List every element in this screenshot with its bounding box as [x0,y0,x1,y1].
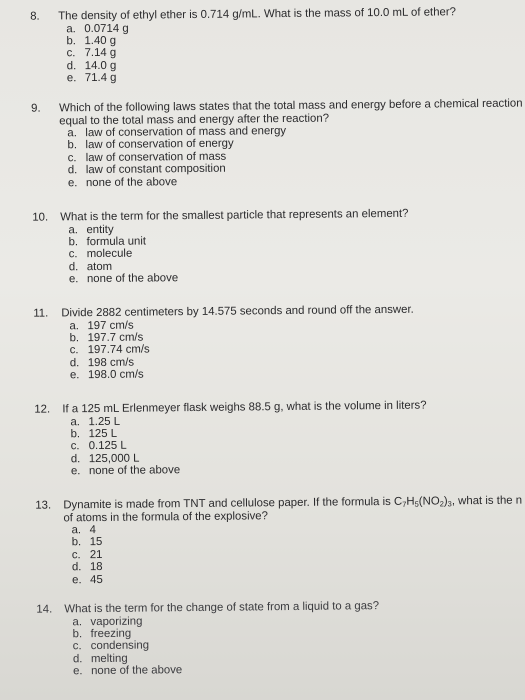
option-letter: e. [72,573,82,586]
option-letter: a. [67,127,77,140]
option-letter: a. [66,22,76,35]
option-text: none of the above [86,272,179,286]
formula-group: (NO [418,495,440,508]
option-text: 0.0714 g [84,22,129,35]
question-number: 14. [36,603,53,616]
option-letter: e. [70,465,81,478]
option-text: 125 L [88,427,118,440]
option-text: 14.0 g [84,59,117,72]
option-list [34,412,427,478]
option-letter: b. [70,428,81,441]
option-text: 197.74 cm/s [87,343,150,357]
option-list [35,520,522,587]
option-text: none of the above [85,175,178,189]
option-e [73,662,380,678]
option-letter: e. [67,176,78,189]
question-text: What is the term for the change of state from a liquid to a gas? [64,600,380,616]
option-text: 18 [89,561,103,574]
option-text: freezing [90,627,132,640]
option-list [32,220,409,286]
option-letter: b. [72,628,83,641]
option-list [30,19,456,85]
formula-subscript: 2 [439,499,444,509]
option-letter: b. [67,139,78,152]
question-13 [35,495,523,587]
option-text: law of conservation of mass and energy [85,125,287,140]
option-text: 197.7 cm/s [87,331,144,344]
option-letter: d. [66,59,77,72]
option-text: none of the above [88,464,181,478]
option-e [67,68,457,84]
question-10 [32,208,409,286]
option-text: law of conservation of mass [85,150,227,164]
option-letter: b. [66,35,76,48]
option-letter: e. [66,72,77,85]
question-number: 8. [30,10,40,23]
option-letter: d. [68,260,79,273]
option-letter: d. [70,452,81,465]
question-number: 12. [34,403,51,416]
option-e [69,270,409,286]
question-12 [34,400,427,479]
option-text: entity [86,223,114,236]
option-letter: a. [71,524,82,537]
option-text: 1.40 g [84,34,117,48]
option-letter: c. [66,47,76,60]
option-text: atom [86,260,113,273]
option-letter: c. [71,548,81,562]
option-text: melting [90,652,128,665]
option-text: formula unit [86,235,147,248]
question-text-before-formula: Dynamite is made from TNT and cellulose paper. If the formula is C [63,495,403,512]
option-letter: a. [72,615,83,628]
option-text: 15 [89,536,103,549]
option-text: law of conservation of energy [85,137,234,152]
option-letter: d. [72,652,83,665]
question-number: 13. [35,499,52,512]
option-e [70,366,415,382]
option-letter: e. [68,273,79,286]
option-letter: a. [69,319,79,332]
option-letter: d. [67,164,78,177]
option-letter: c. [67,151,77,165]
option-text: 45 [90,573,103,586]
option-letter: c. [70,440,80,453]
option-list [33,316,414,382]
option-text: 197 cm/s [87,319,134,332]
question-number: 11. [33,307,49,320]
option-text: law of constant composition [85,162,226,177]
question-number: 10. [32,211,49,224]
formula-element: H [406,495,415,508]
option-letter: e. [72,665,83,678]
option-text: 198.0 cm/s [87,368,144,382]
option-letter: c. [72,640,82,653]
option-letter: b. [71,536,82,549]
formula-paren: ) [443,495,448,508]
option-text: molecule [86,247,133,261]
option-text: 71.4 g [84,71,117,85]
question-text-continued: equal to the total mass and energy after the reaction? [59,112,330,127]
formula-subscript: 7 [402,499,407,509]
question-9 [31,98,523,190]
option-text: 125,000 L [88,452,140,465]
question-text: What is the term for the smallest particle that represents an element? [60,207,409,224]
option-text: vaporizing [90,615,143,628]
option-text: 198 cm/s [87,356,135,369]
option-text: 21 [89,548,103,561]
option-list [31,123,523,190]
question-11 [33,304,414,382]
question-text-after-formula: , what is the n [451,494,523,508]
question-number: 9. [31,102,41,115]
option-letter: a. [70,415,80,428]
option-text: 0.125 L [88,439,127,453]
question-14 [36,600,379,678]
option-letter: e. [69,369,80,382]
option-text: 1.25 L [88,415,121,428]
option-letter: c. [69,344,79,357]
option-text: none of the above [90,664,183,678]
formula-subscript: 3 [447,499,452,509]
question-text: Which of the following laws states that the total mass and energy before a chemical reaction [59,97,523,115]
option-list [36,613,379,679]
option-letter: c. [68,248,78,261]
option-text: 7.14 g [84,47,117,60]
question-text: If a 125 mL Erlenmeyer flask weighs 88.5 g, what is the volume in liters? [62,399,427,416]
option-letter: a. [68,223,78,236]
question-8 [30,6,457,85]
question-text: The density of ethyl ether is 0.714 g/mL. What is the mass of 10.0 mL of ether? [58,6,457,23]
option-text: 4 [89,524,96,537]
question-text-continued: of atoms in the formula of the explosive? [63,509,268,524]
option-e [71,462,427,478]
option-letter: d. [71,561,82,574]
option-letter: b. [68,236,79,249]
option-letter: d. [69,356,80,369]
formula-subscript: 5 [414,499,419,509]
question-text: Divide 2882 centimeters by 14.575 seconds and round off the answer. [61,303,414,320]
option-text: condensing [90,639,150,653]
option-letter: b. [69,332,80,345]
